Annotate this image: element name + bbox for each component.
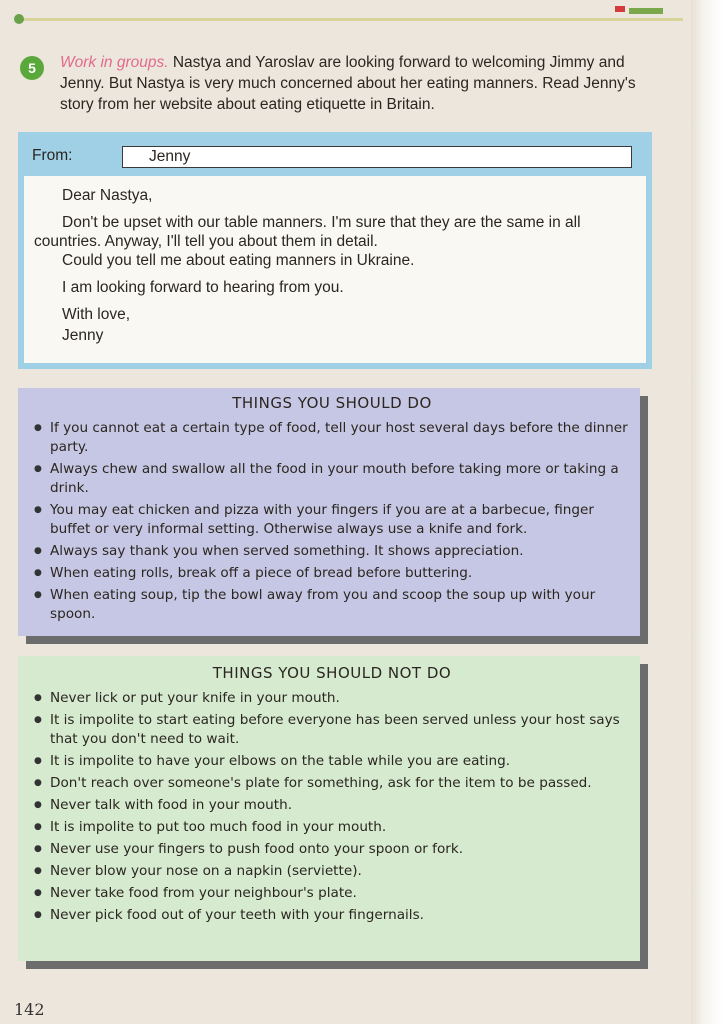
do-list bbox=[34, 419, 630, 624]
letter-closing: With love, bbox=[62, 306, 131, 323]
from-field: Jenny bbox=[122, 146, 632, 168]
page-number: 142 bbox=[14, 1000, 45, 1019]
top-rule bbox=[20, 18, 683, 21]
page-edge bbox=[691, 0, 723, 1024]
from-row bbox=[24, 138, 646, 176]
list-item: ● Never lick or put your knife in your mouth. bbox=[34, 689, 630, 708]
list-item: ● If you cannot eat a certain type of food, tell your host several days before the dinner party. bbox=[34, 419, 630, 457]
task-instruction bbox=[60, 52, 670, 115]
list-item: ● It is impolite to have your elbows on the table while you are eating. bbox=[34, 752, 630, 771]
letter-paragraph-3: I am looking forward to hearing from you. bbox=[62, 279, 344, 296]
letter-box bbox=[18, 132, 652, 369]
do-title: THINGS YOU SHOULD DO bbox=[232, 394, 432, 412]
dont-card bbox=[18, 656, 640, 961]
list-item: ● Don't reach over someone's plate for something, ask for the item to be passed. bbox=[34, 774, 630, 793]
dont-title: THINGS YOU SHOULD NOT DO bbox=[212, 664, 452, 682]
task-number-badge: 5 bbox=[20, 56, 44, 80]
task-instruction-text: Nastya and Yaroslav are looking forward to welcoming Jimmy and Jenny. But Nastya is very much concerned about her eating manners. Read Jenny's story from her website about eating etiquette in Britain. bbox=[60, 54, 636, 113]
corner-dot bbox=[14, 14, 24, 24]
list-item: ● Never take food from your neighbour's plate. bbox=[34, 884, 630, 903]
list-item: ● It is impolite to put too much food in your mouth. bbox=[34, 818, 630, 837]
from-label: From: bbox=[32, 147, 73, 164]
list-item: ● Never talk with food in your mouth. bbox=[34, 796, 630, 815]
list-item: ● When eating soup, tip the bowl away from you and scoop the soup up with your spoon. bbox=[34, 586, 630, 624]
list-item: ● Always say thank you when served something. It shows appreciation. bbox=[34, 542, 630, 561]
dont-list bbox=[34, 689, 630, 925]
top-mark bbox=[615, 6, 663, 16]
list-item: ● Never use your fingers to push food onto your spoon or fork. bbox=[34, 840, 630, 859]
task-block bbox=[20, 52, 670, 115]
do-card bbox=[18, 388, 640, 636]
list-item: ● It is impolite to start eating before everyone has been served unless your host says that you don't need to wait. bbox=[34, 711, 630, 749]
list-item: ● Always chew and swallow all the food in your mouth before taking more or taking a drink. bbox=[34, 460, 630, 498]
task-instruction-lead: Work in groups. bbox=[60, 54, 169, 71]
list-item: ● Never pick food out of your teeth with your fingernails. bbox=[34, 906, 630, 925]
letter-greeting: Dear Nastya, bbox=[62, 187, 153, 204]
letter-signature: Jenny bbox=[62, 327, 104, 344]
list-item: ● Never blow your nose on a napkin (serviette). bbox=[34, 862, 630, 881]
list-item: ● You may eat chicken and pizza with your fingers if you are at a barbecue, finger buffet or very informal setting. Otherwise always use a knife and fork. bbox=[34, 501, 630, 539]
letter-body bbox=[34, 186, 644, 345]
list-item: ● When eating rolls, break off a piece of bread before buttering. bbox=[34, 564, 630, 583]
letter-paragraph-1: Don't be upset with our table manners. I'm sure that they are the same in all countries. Anyway, I'll tell you about them in detail. bbox=[34, 214, 581, 250]
letter-paragraph-2: Could you tell me about eating manners in Ukraine. bbox=[62, 252, 415, 269]
